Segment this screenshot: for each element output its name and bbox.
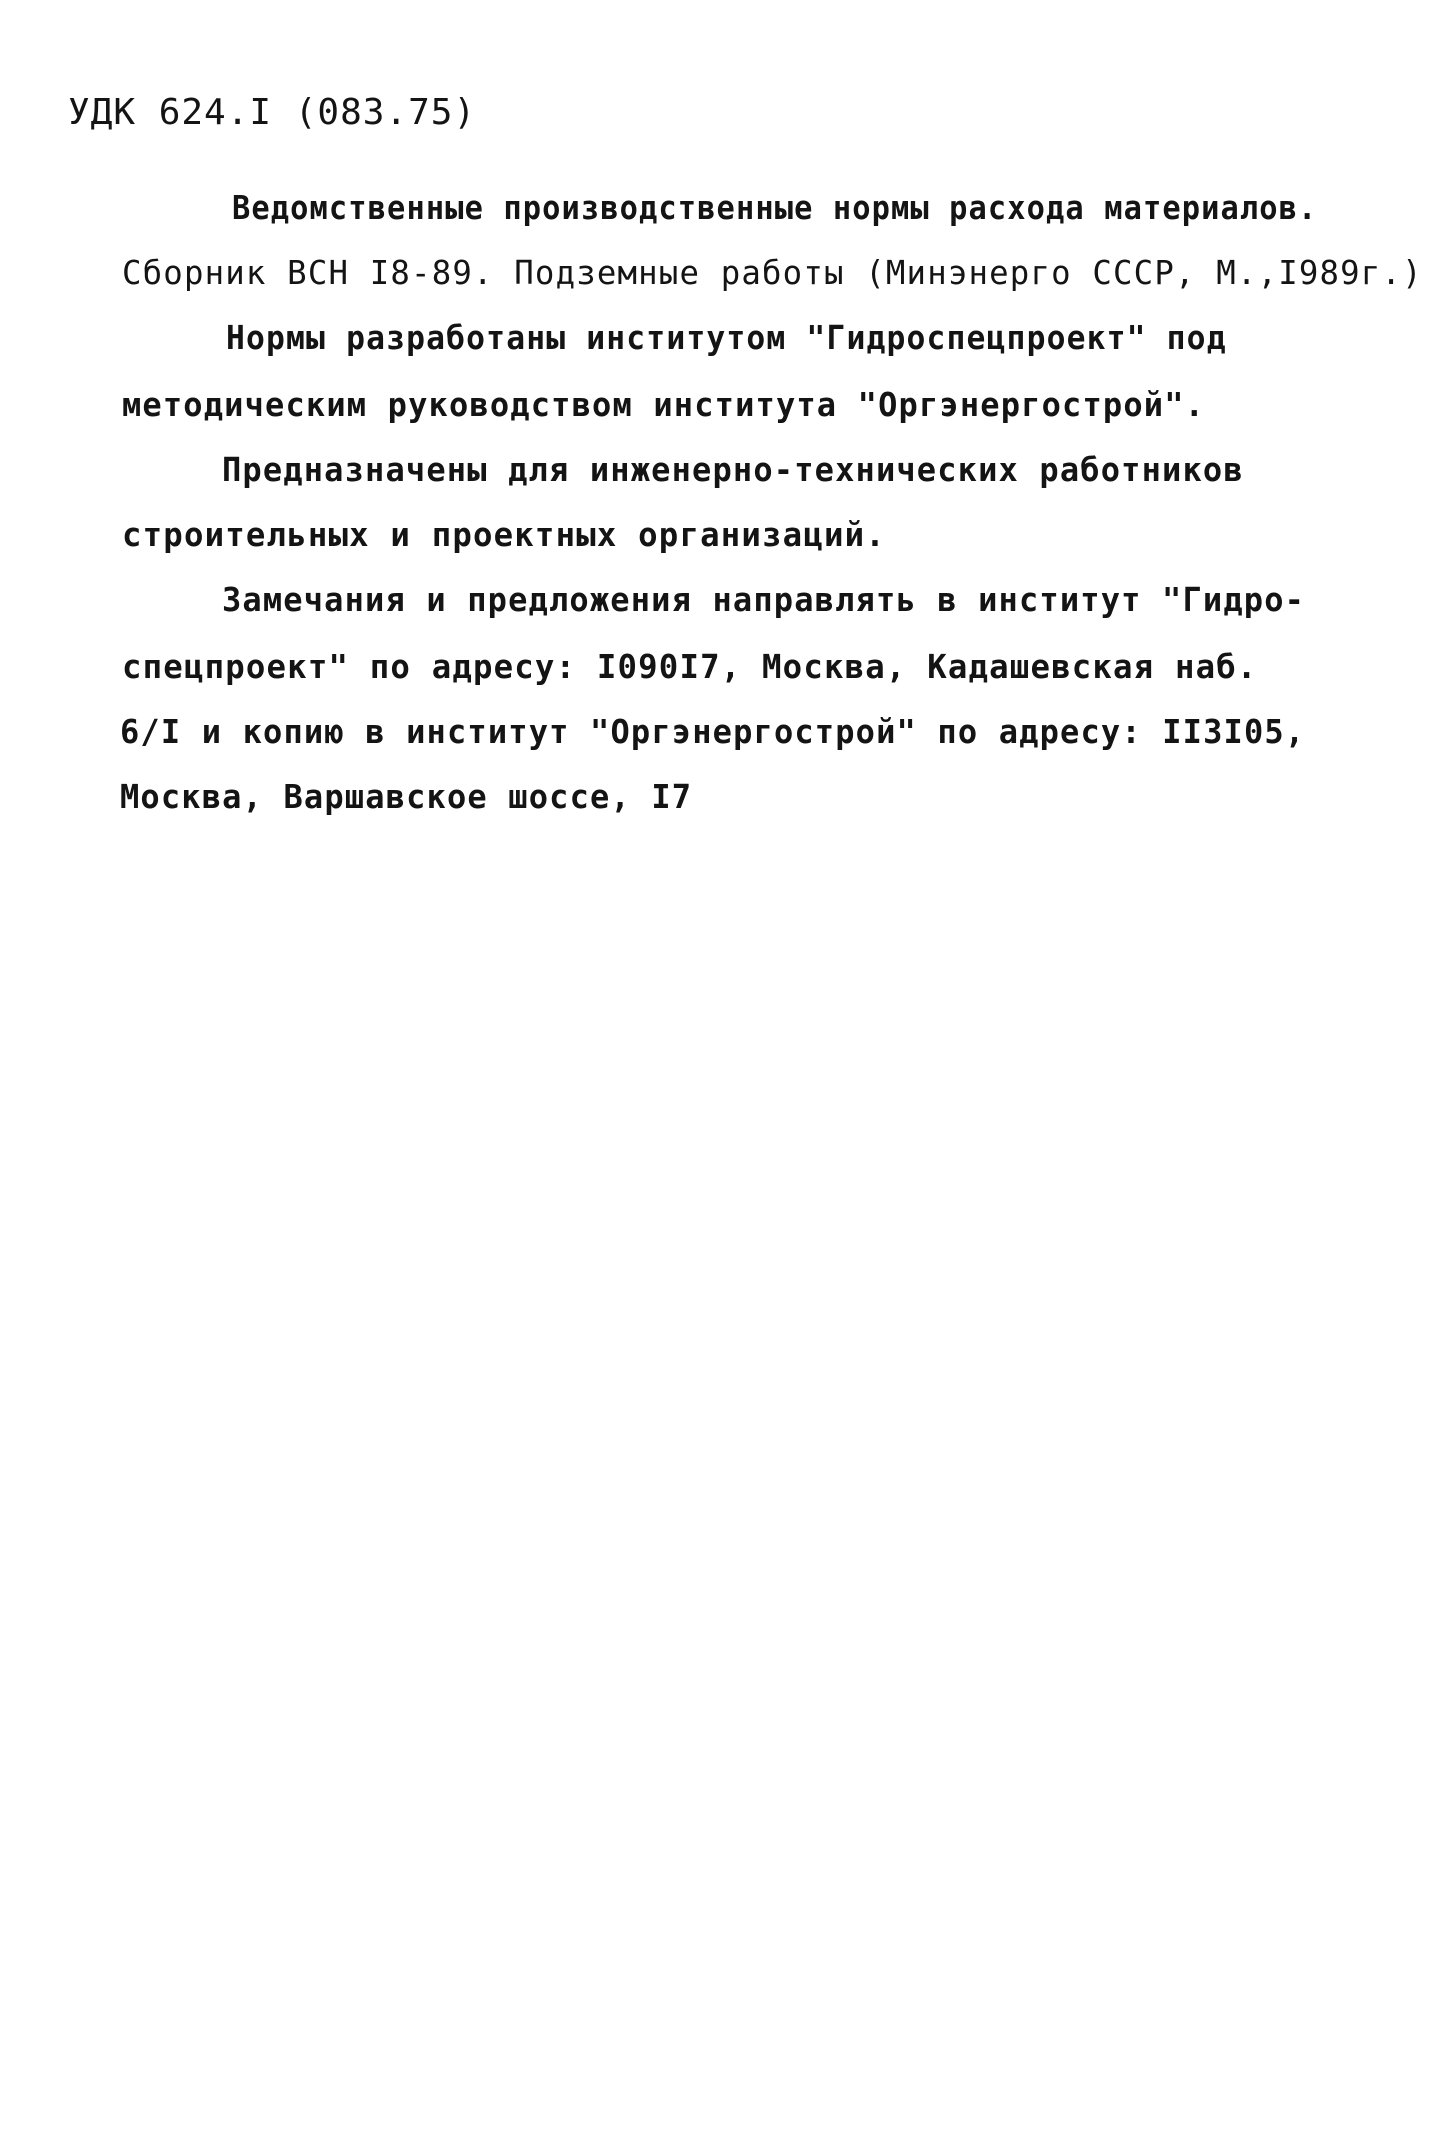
annotation-line-6: строительных и проектных организаций. [122, 515, 886, 554]
annotation-line-9: 6/I и копию в институт "Оргэнергострой" по адресу: II3I05, [120, 712, 1306, 751]
annotation-line-3: Нормы разработаны институтом "Гидроспецпроект" под [226, 318, 1227, 357]
annotation-line-7: Замечания и предложения направлять в институт "Гидро- [222, 580, 1306, 619]
annotation-line-5: Предназначены для инженерно-технических работников [222, 450, 1244, 489]
annotation-line-1: Ведомственные производственные нормы расхода материалов. [232, 188, 1318, 227]
annotation-line-8: спецпроект" по адресу: I090I7, Москва, Кадашевская наб. [122, 647, 1258, 686]
annotation-line-2: Сборник ВСН I8-89. Подземные работы (Минэнерго СССР, М.,I989г.) [122, 253, 1423, 292]
annotation-line-10: Москва, Варшавское шоссе, I7 [120, 777, 693, 816]
annotation-line-4: методическим руководством института "Оргэнергострой". [122, 385, 1206, 424]
udk-code: УДК 624.I (083.75) [68, 92, 477, 133]
